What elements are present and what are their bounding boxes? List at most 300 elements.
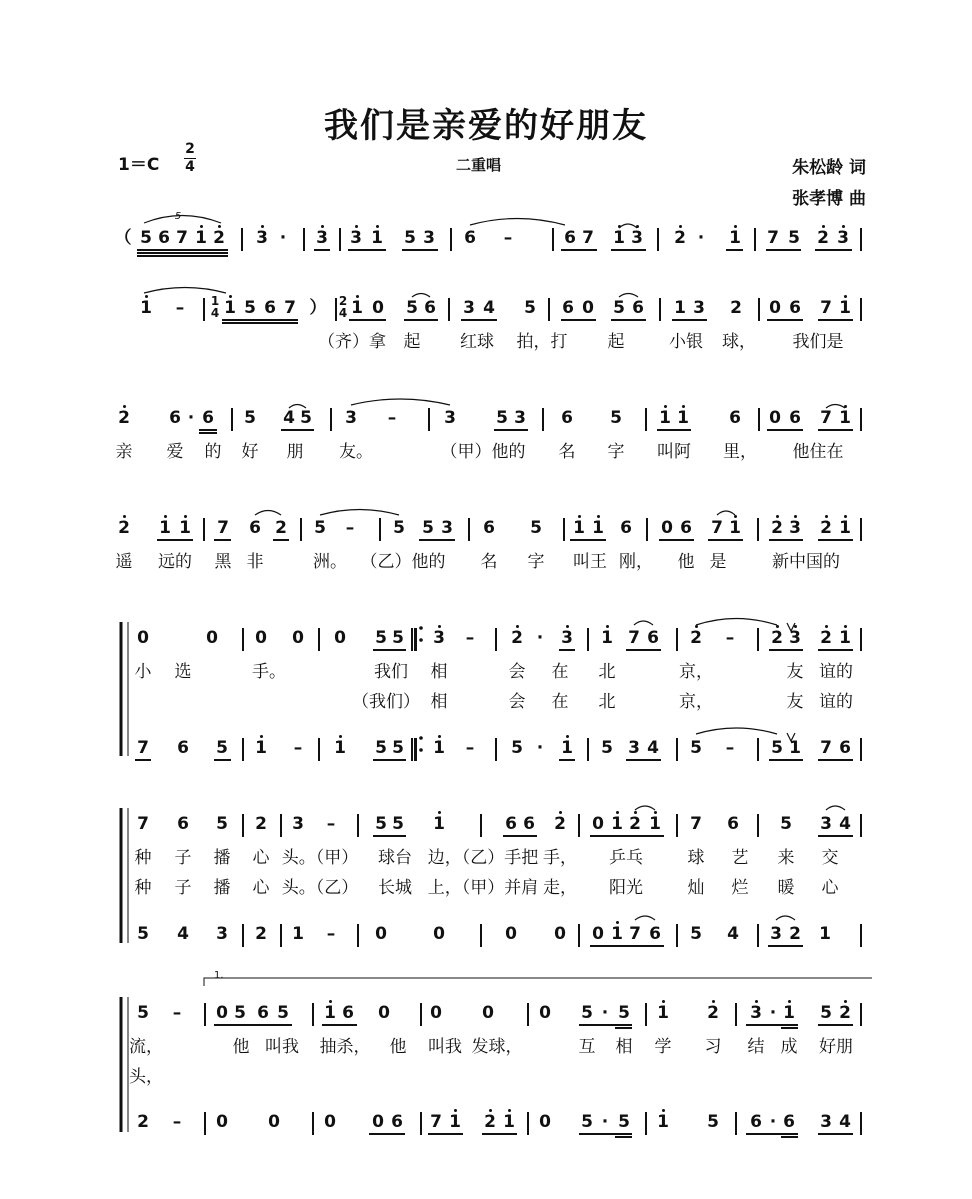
lyric-syllable: 相 [430, 662, 448, 682]
slur [351, 399, 450, 405]
note: 5 [137, 924, 149, 944]
lyric-syllable: 北 [598, 692, 616, 712]
note: 5 [690, 924, 702, 944]
note: 1 [649, 814, 661, 834]
note: 1 [351, 298, 363, 318]
note: 5 [216, 738, 228, 758]
lyric-syllable: 乒乓 [609, 848, 643, 868]
note: 7 [217, 518, 229, 538]
note: 5 [244, 298, 256, 318]
lyric-syllable: 谊的 [819, 692, 853, 712]
note: 0 [268, 1112, 280, 1132]
note: · [601, 1003, 609, 1023]
note: 1 [789, 738, 801, 758]
note: 6 [177, 738, 189, 758]
note: 6 [632, 298, 644, 318]
lyric-syllable: 在 [551, 662, 569, 682]
note: 3 [463, 298, 475, 318]
slur [696, 619, 777, 626]
note: 1 [592, 518, 604, 538]
note: 5 [618, 1112, 630, 1132]
note: 6 [620, 518, 632, 538]
note: 7 [137, 738, 149, 758]
note: 2 [690, 628, 702, 648]
note: 6 [839, 738, 851, 758]
lyric-syllable: 播 [213, 848, 231, 868]
lyric-syllable: 友 [786, 662, 804, 682]
note: 4 [483, 298, 495, 318]
note: 7 [820, 738, 832, 758]
note: 3 [433, 628, 445, 648]
lyric-syllable: 流， [129, 1037, 163, 1057]
lyric-syllable: 红球 [460, 332, 494, 352]
lyric-syllable: 心 [252, 848, 270, 868]
lyric-syllable: 他 [677, 552, 695, 572]
note: 0 [216, 1003, 228, 1023]
lyric-syllable: 名 [558, 442, 576, 462]
note: 1 [783, 1003, 795, 1023]
lyric-syllable: 叫王 [573, 552, 607, 572]
note: · [279, 228, 287, 248]
slur [635, 806, 655, 810]
note: 1 [292, 924, 304, 944]
note: 3 [444, 408, 456, 428]
lyric-syllable: 抽杀， [319, 1037, 371, 1057]
lyric-syllable: 起 [607, 332, 625, 352]
note: – [326, 924, 336, 944]
note: 5 [820, 1003, 832, 1023]
note: 5 [581, 1003, 593, 1023]
note: 3 [441, 518, 453, 538]
lyric-syllable: 北 [598, 662, 616, 682]
note: 0 [592, 924, 604, 944]
note: 0 [582, 298, 594, 318]
lyric-syllable: 头， [129, 1067, 163, 1087]
lyric-syllable: 心 [821, 878, 839, 898]
lyric-syllable: （齐）拿 [318, 332, 386, 352]
note: 5 [393, 518, 405, 538]
note: 1 [159, 518, 171, 538]
slur [826, 806, 845, 810]
note: 3 [631, 228, 643, 248]
note: 1 [657, 1003, 669, 1023]
note: 0 [539, 1003, 551, 1023]
note: 5 [234, 1003, 246, 1023]
slur [470, 219, 565, 226]
note: 3 [216, 924, 228, 944]
note: 1 [433, 738, 445, 758]
note: 0 [372, 298, 384, 318]
lyric-syllable: 球 [687, 848, 705, 868]
lyric-syllable: 京， [679, 662, 713, 682]
note: 6 [523, 814, 535, 834]
note: 6 [391, 1112, 403, 1132]
note: · [769, 1003, 777, 1023]
note: – [345, 518, 355, 538]
lyric-syllable: 互 [578, 1037, 596, 1057]
note: · [601, 1112, 609, 1132]
note: 6 [783, 1112, 795, 1132]
lyric-syllable: 的 [204, 442, 222, 462]
lyric-syllable: 会 [508, 662, 526, 682]
note: 0 [539, 1112, 551, 1132]
note: 5 [524, 298, 536, 318]
lyric-syllable: （我们） [352, 692, 420, 712]
lyric-syllable: 心 [252, 878, 270, 898]
note: · [697, 228, 705, 248]
lyric-syllable: 成 [780, 1037, 798, 1057]
note: 3 [256, 228, 268, 248]
slur [776, 916, 795, 920]
note: 6 [649, 924, 661, 944]
note: 1 [611, 814, 623, 834]
lyric-syllable: 走， [543, 878, 577, 898]
note: 6 [680, 518, 692, 538]
note: – [293, 738, 303, 758]
lyric-syllable: 叫我 [265, 1037, 299, 1057]
slur [635, 916, 655, 920]
note: 0 [769, 408, 781, 428]
note: 0 [592, 814, 604, 834]
note: 6 [561, 408, 573, 428]
note: 5 [392, 814, 404, 834]
lyric-syllable: 非 [246, 552, 264, 572]
composer-credit: 张孝博 曲 [792, 189, 866, 209]
note: 0 [206, 628, 218, 648]
lyric-syllable: 是 [709, 552, 727, 572]
note: 1 [839, 518, 851, 538]
lyric-syllable: 上，（甲）并肩 [427, 878, 539, 898]
lyric-syllable: 灿 [687, 878, 705, 898]
lyric-syllable: 头。（甲） [281, 848, 359, 868]
slur [619, 294, 638, 298]
repeat-dot [419, 748, 423, 752]
note: 6 [264, 298, 276, 318]
note: 1 [255, 738, 267, 758]
note: 1 [674, 298, 686, 318]
note: 1 [433, 814, 445, 834]
note: 3 [820, 814, 832, 834]
note: 2 [839, 1003, 851, 1023]
lyric-syllable: 他 [389, 1037, 407, 1057]
note: 5 [244, 408, 256, 428]
note: 1 [140, 298, 152, 318]
note: 3 [514, 408, 526, 428]
lyric-syllable: 习 [704, 1037, 722, 1057]
lyric-syllable: 我们 [374, 662, 408, 682]
note: 6 [750, 1112, 762, 1132]
lyric-syllable: 小 [134, 662, 152, 682]
note: 6 [169, 408, 181, 428]
lyric-syllable: 选 [174, 662, 192, 682]
note: 7 [820, 408, 832, 428]
note: 7 [628, 628, 640, 648]
note: 5 [314, 518, 326, 538]
lyric-syllable: 名 [480, 552, 498, 572]
note: – [465, 628, 475, 648]
note: ） [309, 298, 327, 318]
note: 0 [433, 924, 445, 944]
lyric-syllable: （乙）他的 [360, 552, 446, 572]
note: 2 [255, 924, 267, 944]
lyric-syllable: 亲 [115, 442, 133, 462]
note: 1 [611, 924, 623, 944]
note: 1 [449, 1112, 461, 1132]
lyric-syllable: 结 [747, 1037, 765, 1057]
note: 3 [789, 518, 801, 538]
note: 7 [430, 1112, 442, 1132]
lyric-syllable: 谊的 [819, 662, 853, 682]
lyric-syllable: 发球， [471, 1037, 523, 1057]
slur [634, 621, 653, 625]
lyric-syllable: 叫阿 [657, 442, 691, 462]
volta-label: 1. [214, 970, 224, 981]
tuplet-mark: 5 [174, 211, 182, 222]
note: 7 [137, 814, 149, 834]
note: 2 [118, 408, 130, 428]
note: 5 [610, 408, 622, 428]
lyric-syllable: 相 [430, 692, 448, 712]
note: 2 [817, 228, 829, 248]
note: 2 [629, 814, 641, 834]
inner-time-signature-2-4: 2 4 [338, 294, 348, 320]
note: 6 [177, 814, 189, 834]
note: 5 [613, 298, 625, 318]
lyric-syllable: 黑 [214, 552, 232, 572]
note: 7 [711, 518, 723, 538]
note: · [769, 1112, 777, 1132]
lyric-syllable: 手， [543, 848, 577, 868]
note: 4 [839, 814, 851, 834]
note: 5 [511, 738, 523, 758]
note: 2 [674, 228, 686, 248]
note: 1 [334, 738, 346, 758]
note: 6 [727, 814, 739, 834]
volta-bracket [204, 978, 872, 986]
note: 3 [750, 1003, 762, 1023]
lyric-syllable: 新中国的 [772, 552, 840, 572]
lyric-syllable: 头。（乙） [281, 878, 359, 898]
note: 0 [216, 1112, 228, 1132]
lyric-syllable: 播 [213, 878, 231, 898]
page-title: 我们是亲爱的好朋友 [324, 106, 648, 146]
note: 5 [788, 228, 800, 248]
slur [696, 728, 777, 734]
slur [320, 510, 399, 516]
note: 4 [727, 924, 739, 944]
lyric-syllable: 京， [679, 692, 713, 712]
slur [144, 288, 226, 294]
lyric-syllable: 远的 [158, 552, 192, 572]
note: 6 [249, 518, 261, 538]
note: 4 [177, 924, 189, 944]
lyric-syllable: 字 [607, 442, 625, 462]
lyric-syllable: 学 [654, 1037, 672, 1057]
note: 7 [629, 924, 641, 944]
note: 4 [283, 408, 295, 428]
lyric-syllable: 叫我 [428, 1037, 462, 1057]
note: 7 [820, 298, 832, 318]
note: 6 [464, 228, 476, 248]
note: 3 [770, 924, 782, 944]
lyric-syllable: 来 [777, 848, 795, 868]
note: 0 [375, 924, 387, 944]
lyric-syllable: 他 [232, 1037, 250, 1057]
lyric-syllable: 爱 [166, 442, 184, 462]
note: 1 [573, 518, 585, 538]
slur [412, 294, 430, 298]
note: 2 [820, 518, 832, 538]
note: （ [114, 228, 132, 248]
note: 2 [484, 1112, 496, 1132]
note: 0 [324, 1112, 336, 1132]
note: 5 [618, 1003, 630, 1023]
lyric-syllable: 子 [174, 878, 192, 898]
note: 6 [789, 298, 801, 318]
note: 6 [647, 628, 659, 648]
note: 6 [483, 518, 495, 538]
note: 1 [657, 1112, 669, 1132]
note: – [387, 408, 397, 428]
note: 4 [647, 738, 659, 758]
repeat-dot [419, 626, 423, 630]
note: 0 [554, 924, 566, 944]
note: 0 [482, 1003, 494, 1023]
note: – [175, 298, 185, 318]
note: 1 [324, 1003, 336, 1023]
lyric-syllable: 会 [508, 692, 526, 712]
note: 5 [404, 228, 416, 248]
note: 5 [496, 408, 508, 428]
breath-mark [787, 623, 795, 631]
lyric-syllable: 小银 [669, 332, 703, 352]
lyric-syllable: 阳光 [609, 878, 643, 898]
lyric-syllable: （甲）他的 [440, 442, 526, 462]
note: 5 [140, 228, 152, 248]
note: 0 [661, 518, 673, 538]
lyric-syllable: 拍，打 [516, 332, 568, 352]
note: 6 [564, 228, 576, 248]
repeat-dot [419, 638, 423, 642]
lyric-syllable: 子 [174, 848, 192, 868]
lyric-syllable: 球台 [378, 848, 412, 868]
note: 5 [392, 738, 404, 758]
note: 1 [195, 228, 207, 248]
note: 6 [505, 814, 517, 834]
note: 1 [729, 518, 741, 538]
note: 1 [613, 228, 625, 248]
note: 3 [820, 1112, 832, 1132]
lyric-syllable: 交 [821, 848, 839, 868]
note: 1 [839, 298, 851, 318]
note: 3 [837, 228, 849, 248]
lyric-syllable: 边，（乙）手把 [427, 848, 539, 868]
slur [619, 224, 637, 228]
note: 3 [693, 298, 705, 318]
slur [717, 511, 735, 515]
note: 1 [601, 628, 613, 648]
note: 2 [789, 924, 801, 944]
note: – [725, 628, 735, 648]
lyric-syllable: 洲。 [313, 552, 347, 572]
note: – [172, 1003, 182, 1023]
lyric-syllable: 他住在 [792, 442, 844, 462]
note: 5 [216, 814, 228, 834]
note: – [172, 1112, 182, 1132]
note: 0 [378, 1003, 390, 1023]
slur [826, 405, 845, 409]
note: 6 [729, 408, 741, 428]
lyric-syllable: 刚， [619, 552, 653, 572]
note: 1 [819, 924, 831, 944]
note: 1 [224, 298, 236, 318]
lyric-syllable: 字 [527, 552, 545, 572]
note: 2 [137, 1112, 149, 1132]
note: 0 [334, 628, 346, 648]
note: 5 [406, 298, 418, 318]
note: 1 [179, 518, 191, 538]
lyric-syllable: 长城 [378, 878, 412, 898]
note: 2 [730, 298, 742, 318]
breath-mark [787, 733, 795, 741]
note: 0 [372, 1112, 384, 1132]
note: 5 [300, 408, 312, 428]
note: 2 [118, 518, 130, 538]
lyric-syllable: 起 [403, 332, 421, 352]
note: 0 [430, 1003, 442, 1023]
note: 7 [582, 228, 594, 248]
note: – [725, 738, 735, 758]
key-signature: 1＝C [118, 155, 160, 175]
note: 6 [789, 408, 801, 428]
note: 5 [780, 814, 792, 834]
note: 5 [771, 738, 783, 758]
note: 2 [707, 1003, 719, 1023]
lyric-syllable: 艺 [731, 848, 749, 868]
note: 1 [729, 228, 741, 248]
note: 1 [659, 408, 671, 428]
note: 5 [375, 628, 387, 648]
note: 5 [690, 738, 702, 758]
note: 7 [176, 228, 188, 248]
note: 5 [422, 518, 434, 538]
note: 2 [255, 814, 267, 834]
note: 2 [554, 814, 566, 834]
note: 2 [213, 228, 225, 248]
note: 1 [371, 228, 383, 248]
note: 5 [581, 1112, 593, 1132]
note: – [503, 228, 513, 248]
lyric-syllable: 我们是 [792, 332, 844, 352]
note: · [536, 738, 544, 758]
note: 3 [561, 628, 573, 648]
note: 6 [342, 1003, 354, 1023]
lyric-syllable: 种 [134, 878, 152, 898]
note: 5 [530, 518, 542, 538]
note: 5 [601, 738, 613, 758]
note: · [536, 628, 544, 648]
note: 4 [839, 1112, 851, 1132]
lyric-syllable: 球， [722, 332, 756, 352]
note: – [326, 814, 336, 834]
lyric-syllable: 朋 [286, 442, 304, 462]
subtitle: 二重唱 [456, 156, 502, 174]
time-numerator: 2 [185, 141, 195, 157]
note: 1 [503, 1112, 515, 1132]
note: 5 [277, 1003, 289, 1023]
note: 3 [789, 628, 801, 648]
lyric-syllable: 相 [615, 1037, 633, 1057]
